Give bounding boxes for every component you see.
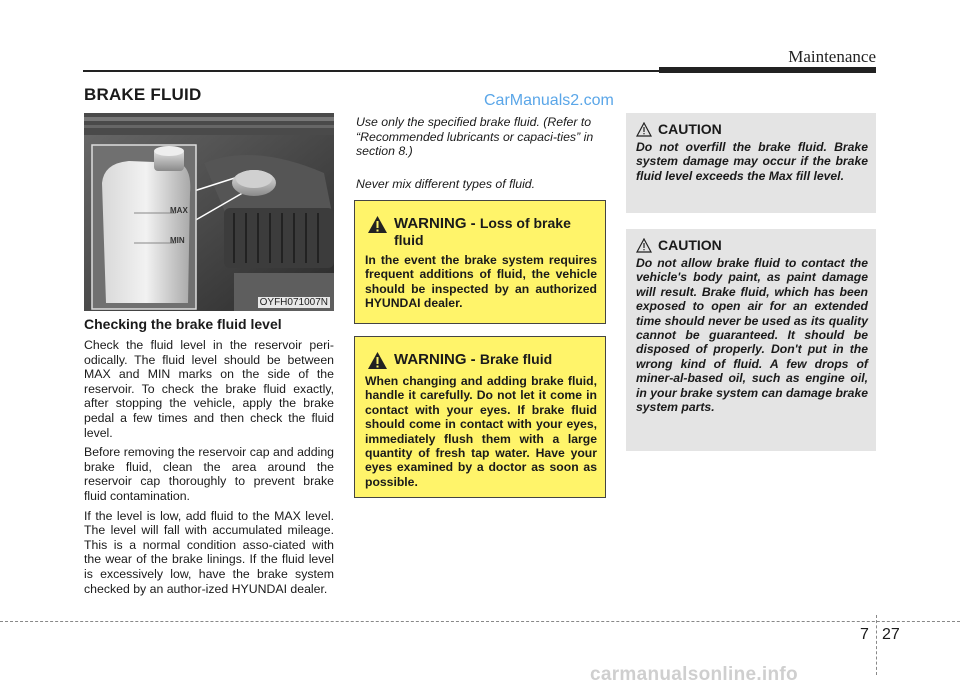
brake-reservoir-photo [84, 113, 334, 311]
max-marker-label: MAX [170, 206, 188, 215]
footer-divider [876, 615, 877, 675]
watermark-bottom: carmanualsonline.info [590, 664, 798, 685]
paragraph: Check the fluid level in the reservoir peri-odically. The fluid level should be between MAX and MIN marks on the side of the reservoir. To check the brake fluid exactly, after stopping the vehicle, apply the brake pedal a few times and then check the fluid level. [84, 338, 334, 440]
sub-heading: Checking the brake fluid level [84, 316, 282, 332]
warning-triangle-icon [367, 351, 388, 370]
paragraph: If the level is low, add fluid to the MAX level. The level will fall with accumulated mileage. This is a normal condition asso-ciated with the wear of the brake linings. If the fluid level is excessively low, have the brake system checked by an author-ized HYUNDAI dealer. [84, 508, 334, 596]
paragraph: Before removing the reservoir cap and adding brake fluid, clean the area around the reservoir cap thoroughly to prevent brake fluid contamination. [84, 445, 334, 503]
warning-subtitle: Brake fluid [479, 351, 553, 367]
caution-body: Do not allow brake fluid to contact the vehicle's body paint, as paint damage will result. Brake fluid, which has been exposed to open air for an extended time should never be used as its quality cannot be guaranteed. It should be disposed of properly. Don't put in the wrong kind of fluid. A few drops of miner-al-based oil, such as engine oil, in your brake system can damage brake system parts. [636, 256, 868, 415]
warning-label: WARNING - [394, 351, 480, 368]
warning-body: In the event the brake system requires frequent additions of fluid, the vehicle should be inspected by an authorized HYUNDAI dealer. [365, 253, 597, 311]
paragraph: Never mix different types of fluid. [356, 176, 536, 191]
warning-box-loss-of-fluid [354, 200, 606, 324]
watermark-top: CarManuals2.com [484, 92, 614, 109]
caution-box-paint-contact [626, 229, 876, 451]
col2-intro [356, 115, 606, 209]
page-number: 27 [882, 626, 900, 643]
warning-box-brake-fluid [354, 336, 606, 498]
footer-rule [0, 621, 960, 622]
caution-title: CAUTION [658, 121, 722, 137]
min-marker-label: MIN [170, 236, 185, 245]
caution-triangle-icon [636, 238, 652, 253]
paragraph: Use only the specified brake fluid. (Refer to “Recommended lubricants or capaci-ties” in section 8.) [356, 115, 594, 159]
photo-code: OYFH071007N [259, 297, 328, 308]
caution-triangle-icon [636, 122, 652, 137]
header-rule-thick [659, 67, 876, 73]
warning-body: When changing and adding brake fluid, handle it carefully. Do not let it come in contact with your eyes. If brake fluid should come in contact with your eyes, immediately flush them with a large quantity of fresh tap water. Have your eyes examined by a doctor as soon as possible. [365, 374, 597, 489]
warning-triangle-icon [367, 215, 388, 234]
caution-box-overfill [626, 113, 876, 213]
section-title: BRAKE FLUID [84, 85, 202, 104]
col1-body [84, 338, 334, 601]
chapter-number: 7 [860, 626, 869, 643]
running-header: Maintenance [788, 47, 876, 66]
caution-title: CAUTION [658, 237, 722, 253]
warning-label: WARNING - [394, 215, 480, 232]
caution-body: Do not overfill the brake fluid. Brake system damage may occur if the brake fluid level exceeds the Max fill level. [636, 140, 868, 183]
warning-subtitle: Loss of brake fluid [394, 215, 571, 248]
